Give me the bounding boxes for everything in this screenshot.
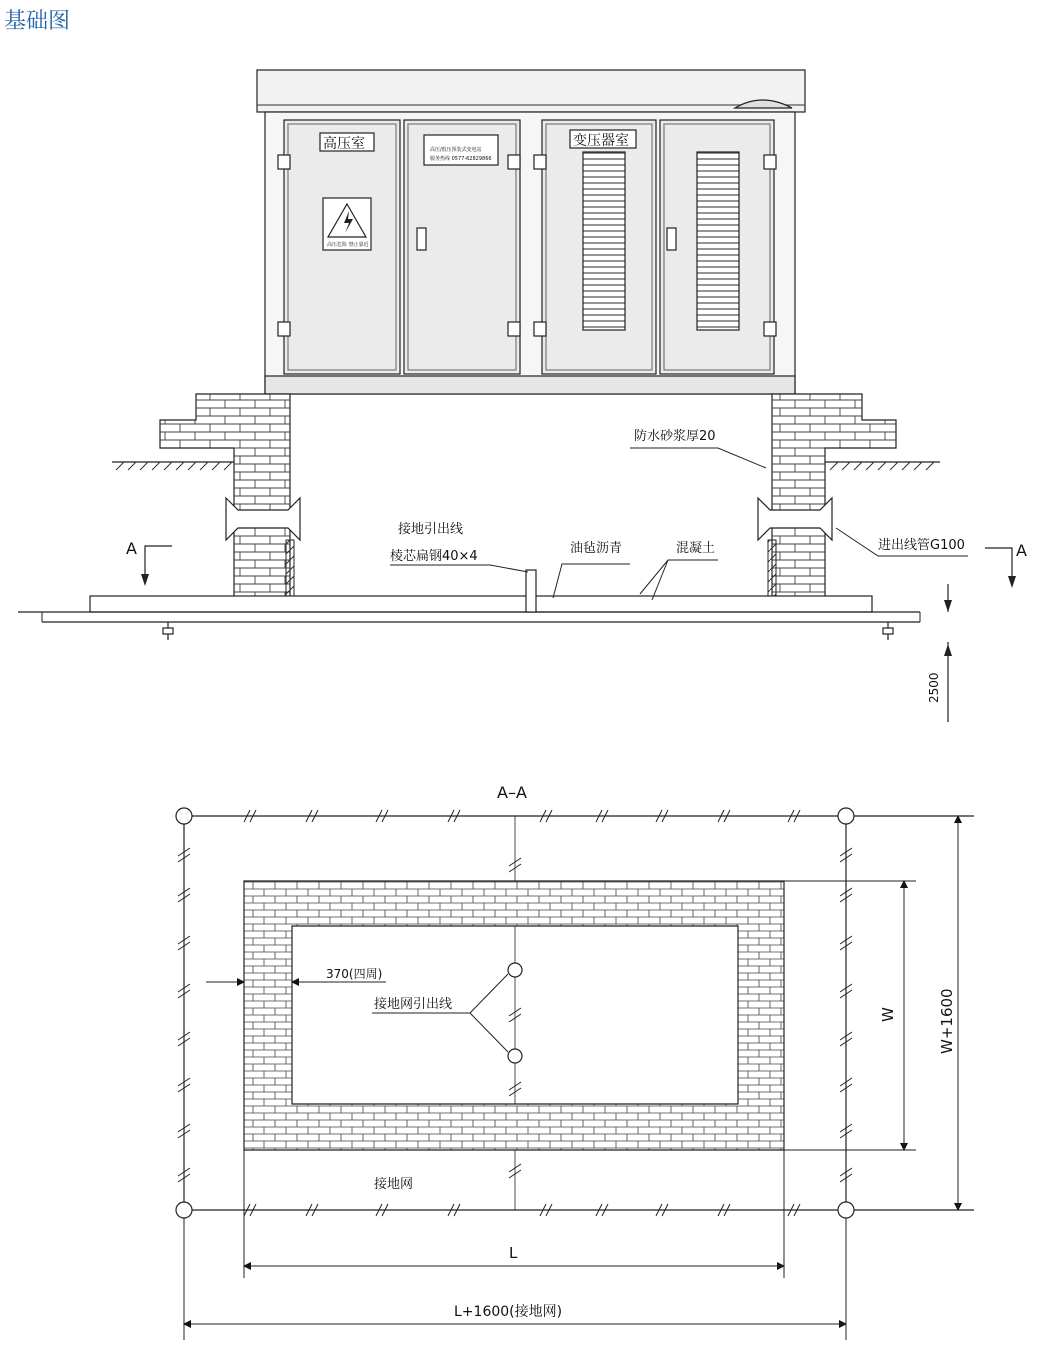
dim-W-total: W+1600 [938, 988, 956, 1054]
room-label-hv: 高压室 [323, 136, 365, 152]
louver [697, 152, 739, 330]
section-mark-right: A [1016, 541, 1027, 560]
page-title: 基础图 [4, 9, 71, 34]
label-ground-lead: 接地引出线 [398, 522, 464, 537]
plan-view [176, 808, 974, 1340]
dim-W: W [879, 1007, 897, 1022]
label-waterproof-mortar: 防水砂浆厚20 [634, 429, 716, 444]
ground-lead-point [508, 1049, 522, 1063]
ground-rod [838, 808, 854, 824]
dim-L-total: L+1600(接地网) [454, 1304, 563, 1320]
section-mark-left: A [126, 539, 137, 558]
room-label-transformer: 变压器室 [573, 133, 629, 149]
elevation-view [257, 70, 805, 394]
ground-rod [838, 1202, 854, 1218]
foundation-elevation [18, 394, 1016, 722]
brick-plinth-right [772, 394, 896, 598]
door-handle [417, 228, 426, 250]
label-cable-pipe: 进出线管G100 [878, 538, 965, 553]
louver [583, 152, 625, 330]
ground-rod [176, 808, 192, 824]
brick-wall-ring [244, 881, 784, 1150]
ground-lead-bar [526, 570, 536, 612]
door-handle [667, 228, 676, 250]
warning-sign-text: 高压危险 禁止靠近 [327, 242, 369, 248]
label-flat-steel: 棱芯扁钢40×4 [390, 549, 478, 564]
ground-lead-point [508, 963, 522, 977]
plate-text-2: 服务热线 0577-62829866 [430, 156, 492, 162]
label-ground-grid-lead: 接地网引出线 [374, 997, 453, 1012]
label-wall-thickness: 370(四周) [326, 967, 383, 981]
dim-depth: 2500 [927, 672, 941, 703]
roof [257, 70, 805, 112]
ground-rod [176, 1202, 192, 1218]
brick-plinth-left [160, 394, 290, 598]
label-ground-grid: 接地网 [374, 1177, 414, 1192]
section-title: A–A [497, 783, 527, 802]
plate-text-1: 高压/低压预装式变电站 [430, 147, 482, 153]
label-asphalt: 油毡沥青 [570, 541, 623, 556]
dim-L: L [509, 1244, 518, 1262]
concrete-slab [90, 596, 872, 612]
label-concrete: 混凝土 [676, 541, 716, 556]
